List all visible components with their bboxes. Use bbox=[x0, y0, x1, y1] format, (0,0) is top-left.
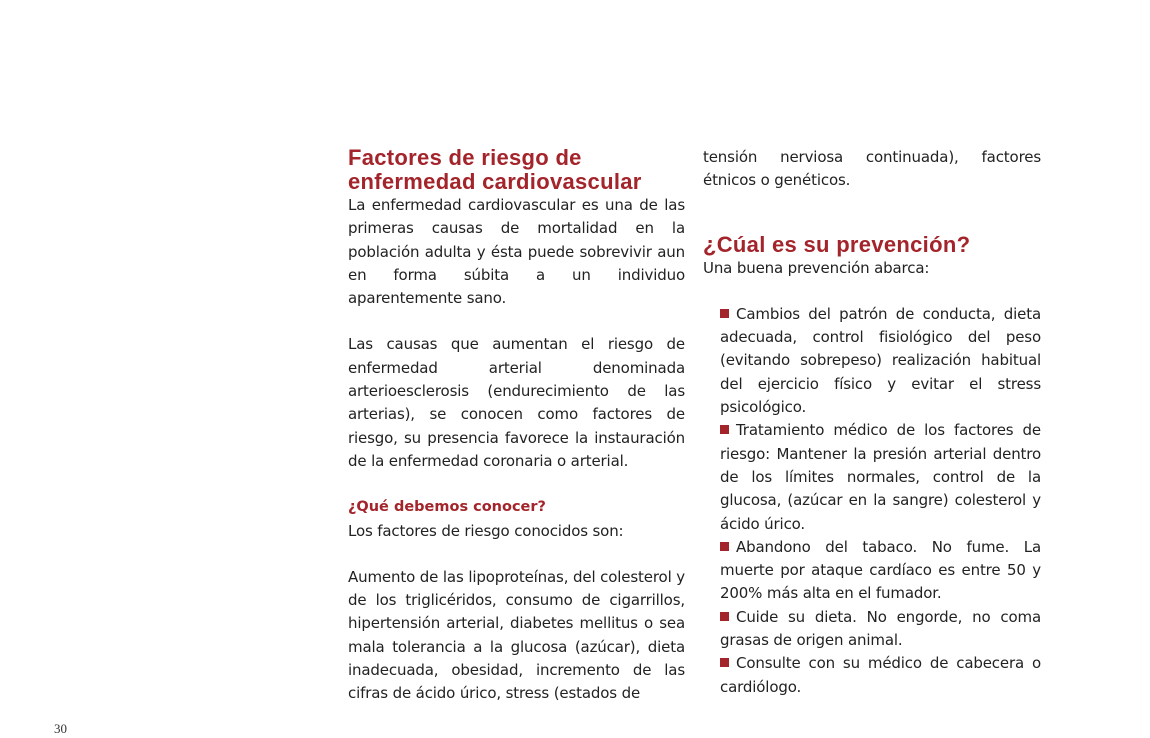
square-bullet-icon bbox=[720, 425, 729, 434]
known-factors-intro: Los factores de riesgo conocidos son: bbox=[348, 521, 624, 540]
list-item: Abandono del tabaco. No fume. La muerte por ataque cardíaco es entre 50 y 200% más alta en el fumador. bbox=[720, 537, 1041, 603]
list-item: Consulte con su médico de cabecera o cardiólogo. bbox=[720, 654, 1041, 696]
intro-paragraph: La enfermedad cardiovascular es una de las primeras causas de mortalidad en la población adulta y ésta puede sobrevivir aun en forma súbita a un individuo aparentemente sano. bbox=[348, 196, 685, 308]
list-item: Cuide su dieta. No engorde, no coma grasas de origen animal. bbox=[720, 607, 1041, 650]
left-column bbox=[348, 146, 685, 706]
prevention-intro: Una buena prevención abarca: bbox=[703, 258, 930, 277]
causes-paragraph: Las causas que aumentan el riesgo de enfermedad arterial denominada arterioesclerosis (endurecimiento de las arterias), se conocen como factores de riesgo, su presencia favorece la instauración de la enfermedad coronaria o arterial. bbox=[348, 335, 685, 470]
right-column bbox=[703, 146, 1041, 699]
page-number: 30 bbox=[54, 721, 67, 736]
square-bullet-icon bbox=[720, 658, 729, 667]
section-title-prevention: ¿Cúal es su prevención? bbox=[703, 231, 971, 257]
factors-paragraph: Aumento de las lipoproteínas, del colesterol y de los triglicéridos, consumo de cigarrillos, hipertensión arterial, diabetes mellitus o sea mala tolerancia a la glucosa (azúcar), dieta inadecuada, obesidad, incremento de las cifras de ácido úrico, stress (estados de bbox=[348, 567, 685, 703]
subheading-what-to-know: ¿Qué debemos conocer? bbox=[348, 499, 546, 516]
list-item: Tratamiento médico de los factores de riesgo: Mantener la presión arterial dentro de los límites normales, control de la glucosa, (azúcar en la sangre) colesterol y ácido úrico. bbox=[720, 421, 1041, 533]
square-bullet-icon bbox=[720, 309, 729, 318]
section-title-risk-factors: Factores de riesgo de enfermedad cardiovascular bbox=[348, 145, 642, 194]
square-bullet-icon bbox=[720, 612, 729, 621]
factors-paragraph-continued: tensión nerviosa continuada), factores étnicos o genéticos. bbox=[703, 148, 1041, 190]
list-item: Cambios del patrón de conducta, dieta adecuada, control fisiológico del peso (evitando sobrepeso) realización habitual del ejercicio físico y evitar el stress psicológico. bbox=[720, 304, 1041, 417]
prevention-list bbox=[703, 303, 1041, 699]
square-bullet-icon bbox=[720, 542, 729, 551]
